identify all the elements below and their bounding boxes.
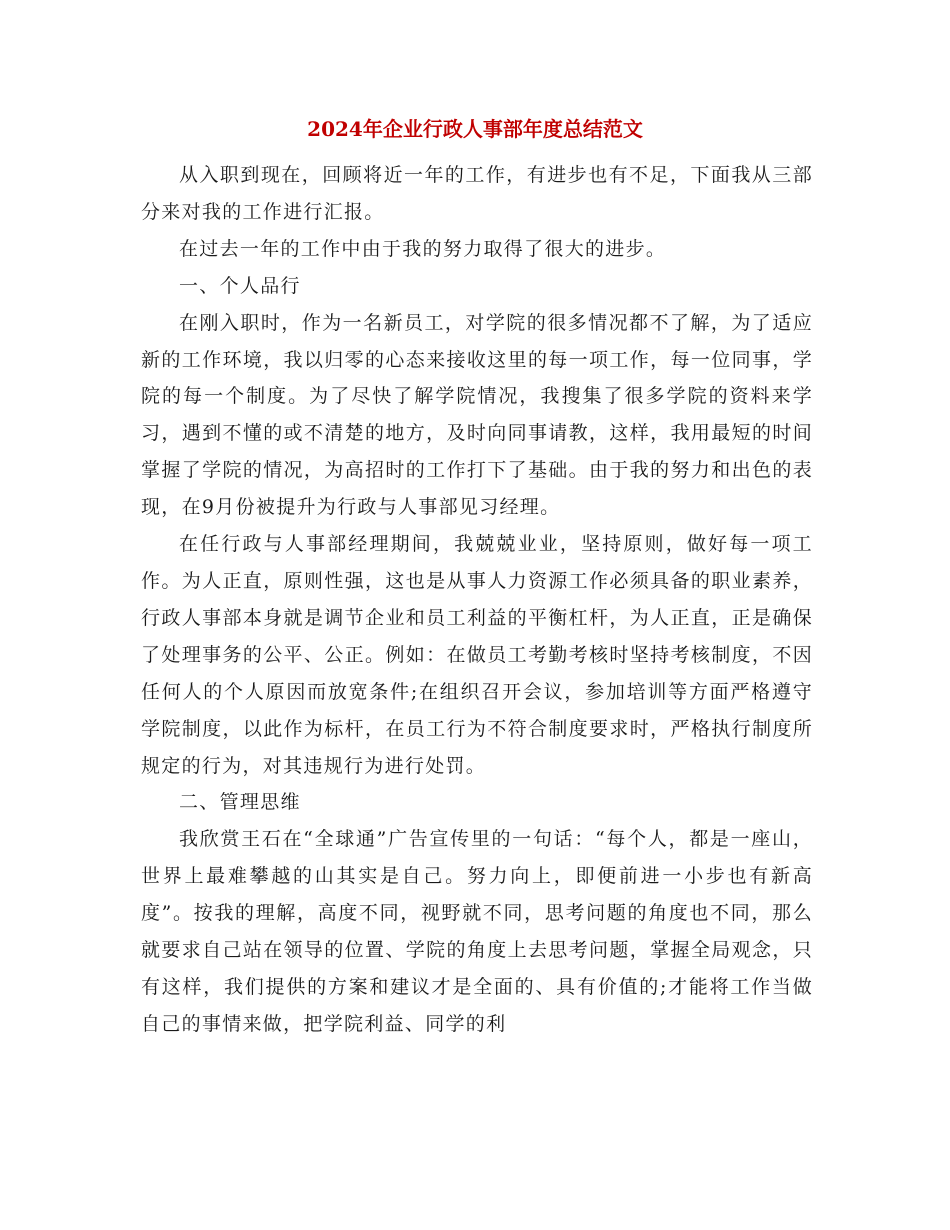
paragraph-manager-duties: 在任行政与人事部经理期间，我兢兢业业，坚持原则，做好每一项工作。为人正直，原则性强，这也是从事人力资源工作必须具备的职业素养，行政人事部本身就是调节企业和员工利益的平衡杠杆，为人正直，正是确保了处理事务的公平、公正。例如：在做员工考勤考核时坚持考核制度，不因任何人的个人原因而放宽条件;在组织召开会议，参加培训等方面严格遵守学院制度，以此作为标杆，在员工行为不符合制度要求时，严格执行制度所规定的行为，对其违规行为进行处罚。 xyxy=(141,533,813,777)
paragraph-progress: 在过去一年的工作中由于我的努力取得了很大的进步。 xyxy=(179,237,667,260)
paragraph-intro: 从入职到现在，回顾将近一年的工作，有进步也有不足，下面我从三部分来对我的工作进行汇报。 xyxy=(141,164,813,223)
section-heading-management-thinking: 二、管理思维 xyxy=(179,791,301,814)
paragraph-onboarding: 在刚入职时，作为一名新员工，对学院的很多情况都不了解，为了适应新的工作环境，我以归零的心态来接收这里的每一项工作，每一位同事，学院的每一个制度。为了尽快了解学院情况，我搜集了很多学院的资料来学习，遇到不懂的或不清楚的地方，及时向同事请教，这样，我用最短的时间掌握了学院的情况，为高招时的工作打下了基础。由于我的努力和出色的表现，在9月份被提升为行政与人事部见习经理。 xyxy=(141,311,813,519)
paragraph-wang-shi-quote: 我欣赏王石在“全球通”广告宣传里的一句话：“每个人，都是一座山，世界上最难攀越的山其实是自己。努力向上，即便前进一小步也有新高度”。按我的理解，高度不同，视野就不同，思考问题的角度也不同，那么就要求自己站在领导的位置、学院的角度上去思考问题，掌握全局观念，只有这样，我们提供的方案和建议才是全面的、具有价值的;才能将工作当做自己的事情来做，把学院利益、同学的利 xyxy=(141,828,813,1035)
document-title: 2024年企业行政人事部年度总结范文 xyxy=(307,117,643,141)
section-heading-personal-conduct: 一、个人品行 xyxy=(179,274,301,297)
document-body xyxy=(141,157,813,1043)
